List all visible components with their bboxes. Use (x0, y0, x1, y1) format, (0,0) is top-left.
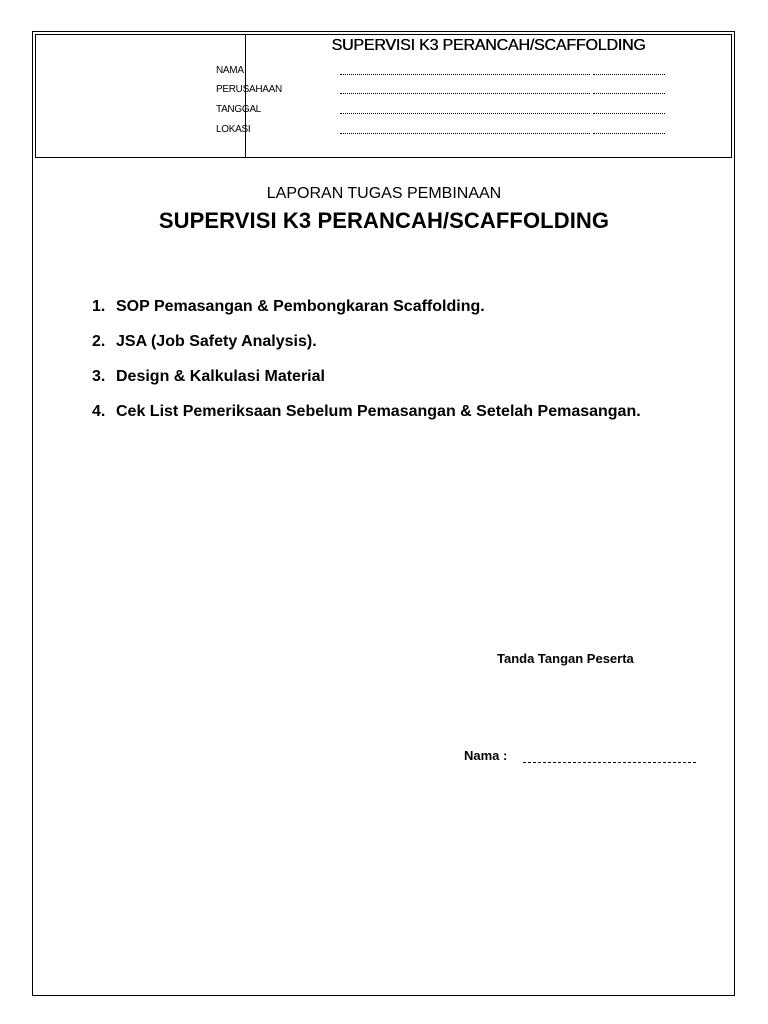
field-label-perusahaan: PERUSAHAAN (216, 84, 282, 95)
list-item-number: 1. (92, 298, 106, 315)
list-item-text: Cek List Pemeriksaan Sebelum Pemasangan & Setelah Pemasangan. (116, 403, 641, 420)
list-item-text: SOP Pemasangan & Pembongkaran Scaffolding. (116, 298, 485, 315)
list-item-text: Design & Kalkulasi Material (116, 368, 325, 385)
field-line-perusahaan[interactable] (340, 93, 590, 94)
field-row-perusahaan (216, 84, 686, 98)
list-item (92, 403, 641, 438)
report-subtitle: LAPORAN TUGAS PEMBINAAN (266, 185, 502, 202)
header-title: SUPERVISI K3 PERANCAH/SCAFFOLDING (331, 37, 646, 54)
field-label-tanggal: TANGGAL (216, 104, 261, 115)
field-row-lokasi (216, 124, 686, 138)
signature-label: Tanda Tangan Peserta (497, 651, 634, 666)
field-line-lokasi[interactable] (340, 133, 590, 134)
document-list (92, 298, 641, 438)
logo-cell (36, 35, 246, 157)
list-item (92, 298, 641, 333)
field-line-perusahaan-extra[interactable] (593, 93, 665, 94)
name-field-line[interactable] (523, 762, 696, 763)
field-label-lokasi: LOKASI (216, 124, 251, 135)
list-item-number: 4. (92, 403, 106, 420)
field-line-nama-extra[interactable] (593, 74, 665, 75)
field-row-tanggal (216, 104, 686, 118)
field-line-nama[interactable] (340, 74, 590, 75)
list-item (92, 368, 641, 403)
list-item-number: 2. (92, 333, 106, 350)
name-label: Nama : (464, 748, 508, 763)
field-line-tanggal[interactable] (340, 113, 590, 114)
field-label-nama: NAMA (216, 65, 244, 76)
field-row-nama (216, 65, 686, 79)
list-item-number: 3. (92, 368, 106, 385)
report-title: SUPERVISI K3 PERANCAH/SCAFFOLDING (158, 208, 610, 233)
list-item (92, 333, 641, 368)
page-frame (32, 31, 735, 996)
field-line-lokasi-extra[interactable] (593, 133, 665, 134)
field-line-tanggal-extra[interactable] (593, 113, 665, 114)
list-item-text: JSA (Job Safety Analysis). (116, 333, 317, 350)
